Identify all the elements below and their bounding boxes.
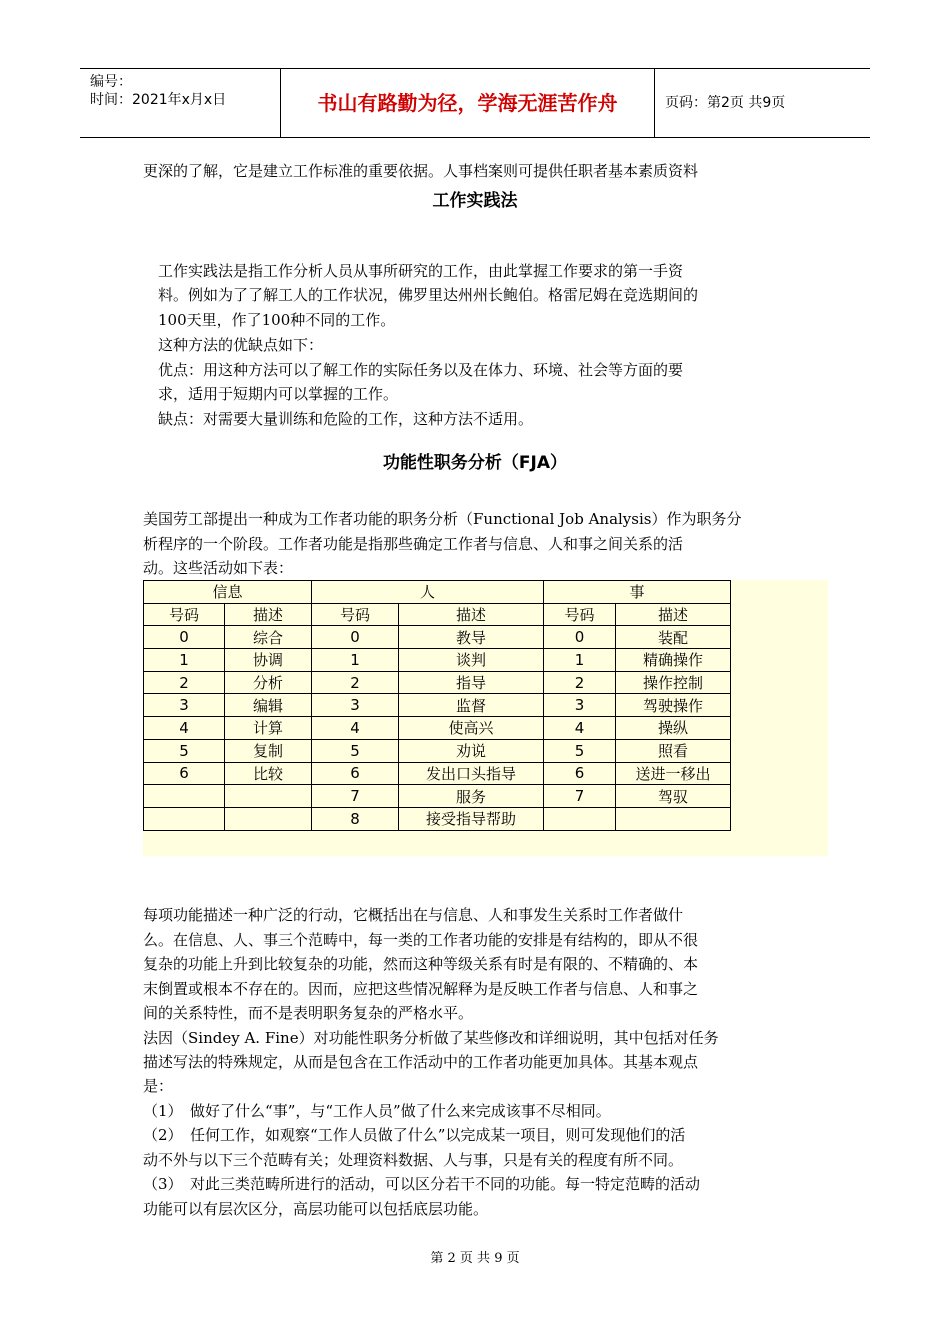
table-cell: 操作控制 [616,671,731,694]
paragraph-line: 动不外与以下三个范畴有关；处理资料数据、人与事，只是有关的程度有所不同。 [143,1151,684,1169]
paragraph-line: 每项功能描述一种广泛的行动，它概括出在与信息、人和事发生关系时工作者做什 [143,906,684,924]
table-cell [225,807,312,830]
table-cell [616,807,731,830]
column-header: 描述 [616,603,731,626]
table-cell: 8 [312,807,399,830]
table-cell: 精确操作 [616,649,731,672]
list-item: （1） 做好了什么“事”，与“工作人员”做了什么来完成该事不尽相同。 [143,1102,611,1120]
table-subheader-row [144,603,731,626]
paragraph-line: 么。在信息、人、事三个范畴中，每一类的工作者功能的安排是有结构的，即从不很 [143,931,699,949]
header-page-number: 页码：第2页 共9页 [665,95,786,111]
table-cell: 1 [312,649,399,672]
table-cell: 2 [544,671,616,694]
table-cell: 复制 [225,739,312,762]
column-header: 号码 [312,603,399,626]
continued-paragraph: 更深的了解，它是建立工作标准的重要依据。人事档案则可提供任职者基本素质资料 [143,162,699,180]
paragraph-line: 料。例如为了了解工人的工作状况，佛罗里达州州长鲍伯。格雷尼姆在竞选期间的 [158,286,699,304]
column-header: 号码 [144,603,225,626]
paragraph-line: 优点：用这种方法可以了解工作的实际任务以及在体力、环境、社会等方面的要 [158,361,684,379]
table-cell: 4 [312,717,399,740]
table-cell: 发出口头指导 [399,762,544,785]
paragraph-line: 间的关系特性，而不是表明职务复杂的严格水平。 [143,1004,474,1022]
table-cell: 计算 [225,717,312,740]
table-cell: 驾驶操作 [616,694,731,717]
table-cell: 教导 [399,626,544,649]
table-cell: 7 [312,785,399,808]
section-title-work-practice: 工作实践法 [432,191,518,211]
paragraph-line: 功能可以有层次区分，高层功能可以包括底层功能。 [143,1200,489,1218]
table-cell: 比较 [225,762,312,785]
table-cell: 使高兴 [399,717,544,740]
table-cell: 0 [144,626,225,649]
table-cell: 分析 [225,671,312,694]
table-cell: 3 [544,694,616,717]
list-item: （2） 任何工作，如观察“工作人员做了什么”以完成某一项目，则可发现他们的活 [143,1126,686,1144]
table-cell: 6 [144,762,225,785]
table-cell: 2 [144,671,225,694]
table-cell: 送进一移出 [616,762,731,785]
table-cell: 谈判 [399,649,544,672]
table-cell: 5 [312,739,399,762]
column-header: 描述 [225,603,312,626]
table-row [144,649,731,672]
table-cell: 服务 [399,785,544,808]
paragraph-line: 描述写法的特殊规定，从而是包含在工作活动中的工作者功能更加具体。其基本观点 [143,1053,699,1071]
table-cell: 照看 [616,739,731,762]
table-cell: 0 [544,626,616,649]
document-time-label: 时间：2021年x月x日 [90,92,227,108]
table-row [144,762,731,785]
paragraph-line: 动。这些活动如下表： [143,559,294,577]
table-cell: 综合 [225,626,312,649]
paragraph-line: 法因（Sindey A. Fine）对功能性职务分析做了某些修改和详细说明，其中包括对任务 [143,1029,719,1047]
table-cell: 2 [312,671,399,694]
paragraph-line: 析程序的一个阶段。工作者功能是指那些确定工作者与信息、人和事之间关系的活 [143,535,684,553]
paragraph-line: 100天里，作了100种不同的工作。 [158,311,396,329]
table-cell: 4 [544,717,616,740]
table-cell: 3 [144,694,225,717]
table-cell [144,807,225,830]
table-row [144,671,731,694]
header-motto: 书山有路勤为径，学海无涯苦作舟 [280,69,655,137]
column-header: 号码 [544,603,616,626]
table-cell: 接受指导帮助 [399,807,544,830]
header-meta [80,69,280,137]
paragraph-line: 工作实践法是指工作分析人员从事所研究的工作，由此掌握工作要求的第一手资 [158,262,684,280]
table-cell: 5 [544,739,616,762]
table-group-header-row [144,581,731,604]
table-cell: 4 [144,717,225,740]
table-cell: 0 [312,626,399,649]
table-row [144,785,731,808]
table-cell: 1 [544,649,616,672]
paragraph-line: 末倒置或根本不存在的。因而，应把这些情况解释为是反映工作者与信息、人和事之 [143,980,699,998]
table-cell: 协调 [225,649,312,672]
worker-function-table [143,580,731,831]
paragraph-line: 缺点：对需要大量训练和危险的工作，这种方法不适用。 [158,410,534,428]
table-cell: 装配 [616,626,731,649]
paragraph-line: 是： [143,1077,174,1095]
paragraph-line: 这种方法的优缺点如下： [158,336,324,354]
list-item: （3） 对此三类范畴所进行的活动，可以区分若干不同的功能。每一特定范畴的活动 [143,1175,701,1193]
table-cell: 1 [144,649,225,672]
column-header: 描述 [399,603,544,626]
table-row [144,739,731,762]
table-cell: 监督 [399,694,544,717]
group-header-things: 事 [544,581,731,604]
table-cell: 6 [544,762,616,785]
document-code-label: 编号： [90,74,132,90]
table-cell: 5 [144,739,225,762]
table-cell: 编辑 [225,694,312,717]
page-footer: 第 2 页 共 9 页 [430,1251,520,1266]
section-title-fja: 功能性职务分析（FJA） [382,453,568,473]
table-cell [544,807,616,830]
table-cell: 6 [312,762,399,785]
paragraph-line: 美国劳工部提出一种成为工作者功能的职务分析（Functional Job Analysis）作为职务分 [143,510,742,528]
table-cell: 3 [312,694,399,717]
table-cell: 操纵 [616,717,731,740]
group-header-data: 信息 [144,581,312,604]
table-cell: 驾驭 [616,785,731,808]
table-row [144,807,731,830]
paragraph-line: 复杂的功能上升到比较复杂的功能，然而这种等级关系有时是有限的、不精确的、本 [143,955,699,973]
table-row [144,626,731,649]
table-cell [225,785,312,808]
group-header-people: 人 [312,581,544,604]
table-cell: 劝说 [399,739,544,762]
table-cell: 指导 [399,671,544,694]
table-cell [144,785,225,808]
paragraph-line: 求，适用于短期内可以掌握的工作。 [158,385,399,403]
table-row [144,717,731,740]
table-row [144,694,731,717]
page-header [80,68,870,138]
table-cell: 7 [544,785,616,808]
